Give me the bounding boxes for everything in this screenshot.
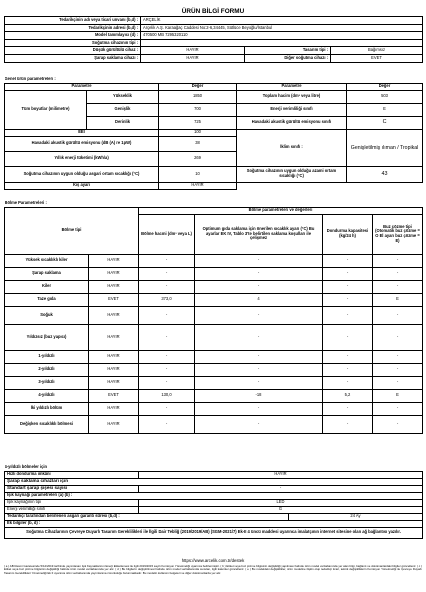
extra-info-table [4, 464, 423, 539]
compartment-volume: - [139, 350, 195, 363]
volume-header: Bölme hacmi (dm³ veya L) [139, 214, 195, 254]
compartment-present: HAYIR [89, 363, 139, 376]
compartment-defrost: - [373, 402, 423, 415]
compartment-name: 3-yıldızlı [5, 376, 89, 389]
compartment-row [5, 415, 423, 433]
compartment-group-label: Bölme parametreleri ve değerleri [139, 207, 423, 214]
compartment-capacity: - [323, 306, 373, 324]
compartment-present: EVET [89, 389, 139, 402]
compartment-name: 4-yıldızlı [5, 389, 89, 402]
compartment-present: HAYIR [89, 324, 139, 350]
compartment-volume: - [139, 415, 195, 433]
max-temp-label: Soğutma cihazının uygun olduğu azami ortam sıcaklığı (°C) [237, 166, 347, 182]
light-class-label: Enerji verimliliği sınıfı [5, 506, 139, 513]
light-class-row [5, 506, 423, 513]
general-header-row [5, 83, 423, 90]
compartment-present: HAYIR [89, 254, 139, 267]
compartment-capacity: - [323, 376, 373, 389]
address-row [5, 24, 423, 32]
compartment-temp: - [195, 324, 323, 350]
compartment-defrost: - [373, 306, 423, 324]
supplier-value: ARÇELİK [141, 17, 423, 25]
compartment-temp: - [195, 254, 323, 267]
model-value: 470500 MB 7295320110 [141, 32, 423, 40]
fast-freeze-row [5, 471, 423, 478]
support-link[interactable]: https://www.arcelik.com.tr/destek [181, 558, 245, 563]
model-label: Model tanımlayıcı (d) : [5, 32, 141, 40]
compartment-present: HAYIR [89, 280, 139, 293]
annual-value: 269 [159, 151, 237, 166]
compartment-capacity: - [323, 293, 373, 306]
fast-freeze-value: HAYIR [139, 471, 423, 478]
compartment-temp: - [195, 350, 323, 363]
address-value: Arçelik A.Ş. Karaağaç Caddesi No:2-6,34445, Sütlüce Beyoğlu/İstanbul [141, 24, 423, 32]
light-type-label: Işık kaynağının tipi [5, 499, 139, 506]
address-label: Tedarikçinin adresi (b,d) : [5, 24, 141, 32]
supplier-row [5, 17, 423, 25]
compartment-capacity: - [323, 280, 373, 293]
compartment-temp: -18 [195, 389, 323, 402]
compartment-capacity: - [323, 402, 373, 415]
compartment-row [5, 324, 423, 350]
compartment-temp: - [195, 415, 323, 433]
compartment-present: HAYIR [89, 376, 139, 389]
wine-std-row [5, 485, 423, 492]
compartment-temp: - [195, 376, 323, 389]
compartment-present: HAYIR [89, 415, 139, 433]
compartment-defrost: - [373, 324, 423, 350]
compartment-capacity: - [323, 267, 373, 280]
model-row [5, 32, 423, 40]
compartment-name: Değişken sıcaklıklı bölmesi [5, 415, 89, 433]
compartment-capacity: - [323, 254, 373, 267]
compartment-present: HAYIR [89, 402, 139, 415]
low-noise-value: HAYIR [141, 47, 245, 55]
compartment-name: Taze gıda [5, 293, 89, 306]
winter-value: HAYIR [159, 182, 237, 189]
compartment-temp: 4 [195, 293, 323, 306]
compartment-defrost: - [373, 267, 423, 280]
compartment-name: 1-yıldızlı [5, 350, 89, 363]
eei-row [5, 129, 423, 136]
compartment-row [5, 363, 423, 376]
compartment-defrost: - [373, 376, 423, 389]
compartment-defrost: - [373, 415, 423, 433]
noise-class-value: C [347, 116, 423, 129]
compartment-name: Kiler [5, 280, 89, 293]
energy-class-label: Enerji verimliliği sınıfı [237, 103, 347, 116]
wine-label: Şarap saklama cihazları için [5, 478, 423, 485]
wine-std-value: - [139, 485, 423, 492]
compartment-row [5, 293, 423, 306]
total-volume-label: Toplam hacim (dm³ veya litre) [237, 90, 347, 103]
total-volume-value: 503 [347, 90, 423, 103]
param-header-right: Parametre [237, 83, 347, 90]
temp-header: Optimum gıda saklama için önerilen sıcaklık ayarı (°C) Bu ayarlar EK IV, Tablo 3'te belirtilen saklama koşulları ile çelişmez [195, 214, 323, 254]
light-section-label: Işık kaynağı parametreleri (a) (b) : [5, 492, 423, 499]
capacity-header: Dondurma kapasitesi (kg/24 h) [323, 214, 373, 254]
compartment-temp: - [195, 402, 323, 415]
low-noise-label: Düşük gürültülü cihaz : [5, 47, 141, 55]
compartment-row [5, 389, 423, 402]
supplier-label: Tedarikçinin adı veya ticari unvanı (b,d) : [5, 17, 141, 25]
compartment-name: Soğuk [5, 306, 89, 324]
compartment-name: İki yıldızlı bölüm [5, 402, 89, 415]
min-temp-label: Soğutma cihazının uygun olduğu asgari ortam sıcaklığı (°C) [5, 166, 159, 182]
compartment-row [5, 306, 423, 324]
regulation-text: Soğutma Cihazlarının Çevreye Duyarlı Tasarım Gereklilikleri ile İlgili Dair Tebliğ (2019/2019/AB) (SGM-2021/7) Ek-II 4 üncü maddesi uyarınca imalatçının internet sitesine olan ağ bağlantısı yazılır. [5, 527, 423, 538]
annual-label: Yıllık enerji tüketimi (kWh/a) [5, 151, 159, 166]
compartment-present: HAYIR [89, 350, 139, 363]
compartment-defrost: - [373, 350, 423, 363]
fast-freeze-label: Hızlı dondurma imkânı [5, 471, 139, 478]
compartment-type-header: Bölme tipi [5, 207, 139, 254]
device-type-row [5, 39, 423, 47]
compartment-volume: - [139, 306, 195, 324]
noise-label: Havadaki akustik gürültü emisyonu (dB (A) re 1pW) [5, 136, 159, 151]
winter-row [5, 182, 423, 189]
depth-label: Derinlik [87, 116, 159, 129]
noise-value: 38 [159, 136, 237, 151]
compartment-volume: 373,0 [139, 293, 195, 306]
compartment-row [5, 280, 423, 293]
defrost-header: Buz çözme tipi (Otomatik buz çözme = O El ayarı buz çözme = E) [373, 214, 423, 254]
compartment-capacity: - [323, 415, 373, 433]
compartment-name: Yıldızsız (buz yapıcı) [5, 324, 89, 350]
compartment-defrost: - [373, 254, 423, 267]
footnote: ( a ) AB Resmi Gazetesinde 5/12/2019 tarihinde yayımlanan Işık Kaynaklarının Enerji Etiketlemesi ile ilgili 2019/2015 sayılı Komisyon Yönetmeliği uyarınca belirlenmiştir. ( b ) Etiket veya buz çözme bilgisinin değişikliği yapılması halinde ürün model veritabanında yer alan bilgi, bağlantı ve dokümanlardaki bilgiler güncellenir. ( c ) Etiket veya buz çözme bilgisinin değişikliği halinde ürün model veritabanında yer alır. ( d ) Bu bilgilerin değiştirilmesi halinde ürün model veritabanında sunulan, ilgili kalemler güncellenir. ( e ) Bu modeldeki değişiklikler, ürün modeline ilişkin olup tedarikçi ticari, teknik değişikliklerin Komisyon Yönetmeliği ile Çevreye Duyarlı Tasarım Gereklilikleri Yönetmeliği Ek II uyarınca ürün veritabanında yayımlanma zorunluluğu bulunmaktadır. Bu modelin kullanım belgeleri ve diğer dokümanlarda yer alır. [4, 564, 422, 575]
compartment-table [4, 200, 423, 434]
eei-label: EEI [5, 129, 159, 136]
winter-label: Kış ayarı [5, 182, 159, 189]
max-temp-value: 43 [347, 166, 423, 182]
compartment-name: 2-yıldızlı [5, 363, 89, 376]
compartment-volume: - [139, 254, 195, 267]
climate-value: Genişletilmiş ılıman / Tropikal [347, 129, 423, 166]
eei-value: 100 [159, 129, 237, 136]
light-class-value: G [139, 506, 423, 513]
ambient-row [5, 166, 423, 182]
energy-class-value: E [347, 103, 423, 116]
compartment-volume: - [139, 324, 195, 350]
noise-class-label: Havadaki akustik gürültü emisyonu sınıfı [237, 116, 347, 129]
compartment-volume: - [139, 376, 195, 389]
compartment-volume: - [139, 402, 195, 415]
dims-label: Tüm boyutlar (milimetre) [5, 90, 87, 129]
compartment-volume: - [139, 267, 195, 280]
compartment-row [5, 254, 423, 267]
other-cooling-value: EVET [331, 54, 423, 62]
compartment-capacity: - [323, 324, 373, 350]
value-header-right: Değer [347, 83, 423, 90]
compartment-present: HAYIR [89, 306, 139, 324]
compartment-volume: 130,0 [139, 389, 195, 402]
form-title: ÜRÜN BİLGİ FORMU [181, 8, 245, 15]
warranty-value: 24 Ay [289, 513, 423, 520]
wine-device-value: HAYIR [141, 54, 245, 62]
four-star-label: 4-yıldızlı bölmeler için [4, 464, 48, 469]
device-type-label: Soğutma cihazının tipi : [5, 39, 141, 47]
design-type-label: Tasarım tipi : [245, 47, 331, 55]
compartment-temp: - [195, 306, 323, 324]
compartment-row [5, 402, 423, 415]
extra-label: Ek bilgiler (b, d) : [5, 520, 423, 527]
warranty-label: Tedarikçi tarafından belirlenen asgari garanti süresi (b,d) : [5, 513, 289, 520]
general-section-label: Genel ürün parametreleri : [4, 77, 56, 82]
height-value: 1850 [159, 90, 237, 103]
warranty-row [5, 513, 423, 520]
compartment-temp: - [195, 363, 323, 376]
general-params-table [4, 77, 423, 190]
compartment-defrost: - [373, 363, 423, 376]
supplier-table [4, 16, 423, 63]
wine-device-row [5, 54, 423, 62]
height-label: Yükseklik [87, 90, 159, 103]
depth-value: 725 [159, 116, 237, 129]
param-header: Parametre [5, 83, 159, 90]
min-temp-value: 10 [159, 166, 237, 182]
wine-device-label: Şarap saklama cihazı : [5, 54, 141, 62]
width-label: Genişlik [87, 103, 159, 116]
compartment-name: Şarap saklama [5, 267, 89, 280]
other-cooling-label: Diğer soğutma cihazı : [245, 54, 331, 62]
compartment-capacity: - [323, 363, 373, 376]
compartment-section-label: Bölme Parametreleri : [4, 200, 47, 205]
compartment-rows [5, 254, 423, 433]
compartment-row [5, 267, 423, 280]
compartment-capacity: - [323, 350, 373, 363]
compartment-defrost: - [373, 280, 423, 293]
design-type-value: Bağımsız [331, 47, 423, 55]
compartment-present: HAYIR [89, 267, 139, 280]
width-value: 700 [159, 103, 237, 116]
climate-label: İklim sınıfı : [237, 129, 347, 166]
height-row [5, 90, 423, 103]
compartment-row [5, 350, 423, 363]
compartment-temp: - [195, 280, 323, 293]
compartment-group-header [5, 207, 423, 214]
light-type-value: LED [139, 499, 423, 506]
value-header: Değer [159, 83, 237, 90]
compartment-name: Yüksek sıcaklıklı kiler [5, 254, 89, 267]
compartment-present: EVET [89, 293, 139, 306]
compartment-volume: - [139, 363, 195, 376]
compartment-temp: - [195, 267, 323, 280]
compartment-volume: - [139, 280, 195, 293]
compartment-defrost: E [373, 293, 423, 306]
light-type-row [5, 499, 423, 506]
wine-std-label: Standart şarap şişesi sayısı [5, 485, 139, 492]
device-type-value [141, 39, 423, 47]
low-noise-row [5, 47, 423, 55]
compartment-capacity: 5,2 [323, 389, 373, 402]
compartment-defrost: E [373, 389, 423, 402]
compartment-row [5, 376, 423, 389]
